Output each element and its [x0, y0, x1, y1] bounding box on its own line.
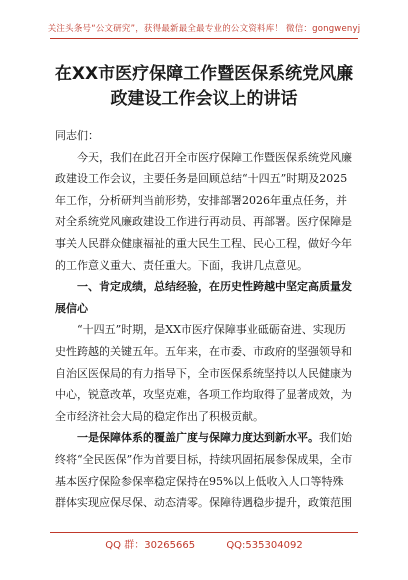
footer: [0, 536, 408, 551]
title-line-1: 在XX市医疗保障工作暨医保系统党风廉: [54, 64, 354, 84]
footer-qq-group: QQ 群：30265665: [105, 540, 196, 551]
salutation: 同志们：: [55, 129, 99, 142]
header-divider: [50, 38, 358, 39]
paragraph-lead: 一是保障体系的覆盖广度与保障力度达到新水平。: [77, 431, 319, 445]
title-line-2: 政建设工作会议上的讲话: [110, 89, 298, 109]
paragraph-text: 我们始终将“全民医保”作为首要目标，持续巩固拓展参保成果，全市基本医疗保险参保率稳定保持在95%以上低收入人口等特殊群体实现应保尽保、动态清零。保障待遇稳步提升，政策范围: [55, 431, 353, 510]
document-body: [55, 125, 353, 514]
paragraph-intro: 今天，我们在此召开全市医疗保障工作暨医保系统党风廉政建设工作会议，主要任务是回顾总结“十四五”时期及2025年工作，分析研判当前形势，安排部署2026年重点任务，并对全系统党风廉政建设工作进行再动员、再部署。医疗保障是事关人民群众健康福祉的重大民生工程、民心工程，做好今年的工作意义重大、责任重大。下面，我讲几点意见。: [55, 150, 352, 272]
footer-qq: QQ:535304092: [226, 540, 303, 551]
header-banner: 关注头条号“公文研究”，获得最新最全最专业的公文资料库！ 微信：gongwenyj: [47, 24, 361, 34]
section-heading-1: 一、肯定成绩，总结经验，在历史性跨越中坚定高质量发展信心: [55, 280, 352, 315]
document-title: [30, 62, 378, 112]
paragraph-review: “十四五”时期，是XX市医疗保障事业砥砺奋进、实现历史性跨越的关键五年。五年来，在市委、市政府的坚强领导和自治区医保局的有力指导下，全市医保系统坚持以人民健康为中心，锐意改革，攻坚克难，各项工作均取得了显著成效，为全市经济社会大局的稳定作出了积极贡献。: [55, 323, 352, 423]
paragraph-coverage: [55, 427, 353, 513]
footer-divider: [50, 532, 358, 533]
